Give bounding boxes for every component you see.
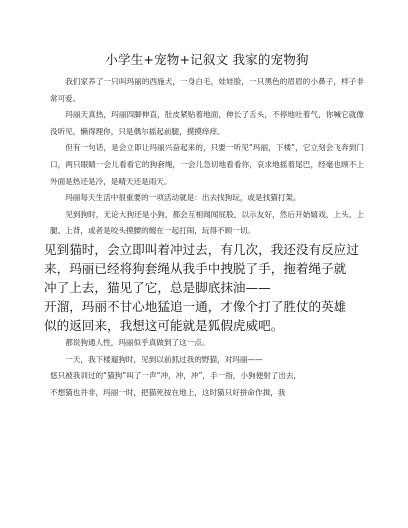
paragraph-7: 一天，我下楼遛狗时，见到以前抓过我的野猫，对玛丽—— bbox=[65, 354, 263, 364]
enlarged-paragraph bbox=[44, 240, 368, 335]
enlarged-line-5: 似的返回来，我想这可能就是狐假虎威吧。 bbox=[44, 317, 284, 333]
enlarged-line-3: 冲了上去，猫见了它，总是脚底抹油—— bbox=[44, 279, 271, 295]
paragraph-1: 我们家养了一只叫玛丽的西施犬，一身白毛，娃娃脸，一只黑色的眉眉的小鼻子，样子非常可爱。 bbox=[50, 77, 364, 103]
enlarged-line-4: 开溜，玛丽不甘心地猛追一通，才像个打了胜仗的英雄 bbox=[44, 298, 347, 314]
enlarged-line-2: 来，玛丽已经将狗套绳从我手中拽脱了手，拖着绳子就 bbox=[44, 260, 347, 276]
paragraph-7-line-3: 不想猫也并非，玛丽一时，把猫死按在地上，这时猫只好拼命作揖，我 bbox=[50, 387, 286, 397]
paragraph-6: 都说狗通人性，玛丽似乎真做到了这一点。 bbox=[65, 337, 210, 347]
enlarged-line-1: 见到猫时，会立即叫着冲过去，有几次，我还没有反应过 bbox=[44, 241, 359, 257]
paragraph-3: 但有一句话，是会立即让玛丽兴奋起来的，只要一听见“玛丽，下楼”，它立刻会飞奔到门口，两只眼睛一会儿看看它的狗套绳，一会儿急切地看看你，哀求地摇着尾巴，经毫也顾不上外面是热还是冷，是晴天还是雨天。 bbox=[50, 143, 364, 186]
paragraph-4: 玛丽每天生活中很重要的一项活动就是：出去找狗玩，或是找猫打架。 bbox=[65, 193, 301, 203]
paragraph-5: 见到狗时，无论大狗还是小狗，都会互相闻闻屁股，以示友好，然后开始嬉戏，上头、上腿、上背，或者是咬头摸腰的缠在一起打闹，玩得不顾一切。 bbox=[50, 209, 364, 236]
document-title: 小学生+宠物+记叙文 我家的宠物狗 bbox=[105, 52, 309, 67]
paragraph-7-line-2: 悠只被我训过的“猫狗”叫了一声“冲，冲，冲”，手一指，小狗便射了出去， bbox=[50, 371, 302, 381]
paragraph-2: 玛丽天真热，玛丽四脚伸直，肚皮紧贴着地面，伸长了舌头，不停地吐着气，你喊它就像没听见，懒得理你，只是偶尔摇起前腿，摸摸痒痒。 bbox=[50, 110, 364, 136]
